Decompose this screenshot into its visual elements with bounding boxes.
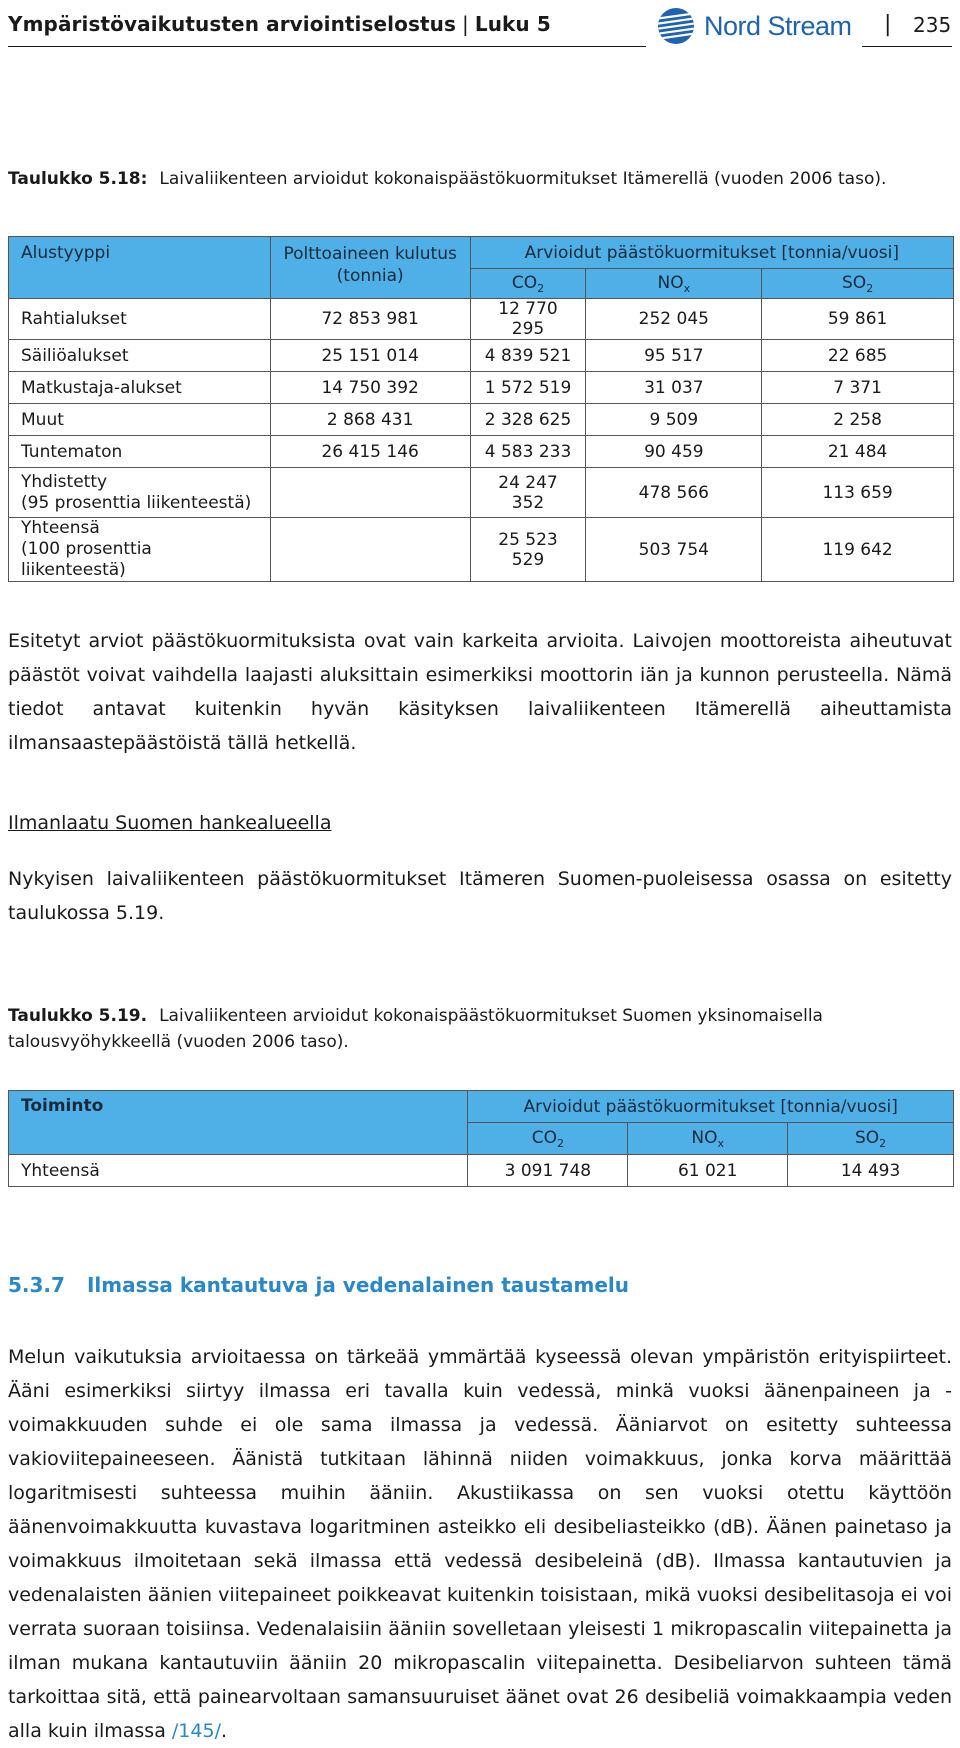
table-header-row xyxy=(9,1091,954,1123)
caption-label: Taulukko 5.19. xyxy=(8,1006,148,1026)
cell-fuel: 72 853 981 xyxy=(270,299,470,340)
col-header-co2: $CO_2$ xyxy=(470,269,586,299)
chapter-label: Luku 5 xyxy=(474,12,551,36)
col-header-type: Alustyyppi xyxy=(9,237,271,299)
table-row xyxy=(9,518,954,582)
cell-nox: 252 045 xyxy=(586,299,762,340)
cell-fuel: 2 868 431 xyxy=(270,404,470,436)
table-row xyxy=(9,436,954,468)
cell-co2: 25 523 529 xyxy=(470,518,586,582)
cell-so2: 59 861 xyxy=(762,299,954,340)
cell-fuel: 26 415 146 xyxy=(270,436,470,468)
cell-so2: 119 642 xyxy=(762,518,954,582)
cell-co2: 3 091 748 xyxy=(468,1155,628,1187)
cell-type: Matkustaja-alukset xyxy=(9,372,271,404)
page-number: 235 xyxy=(913,13,952,37)
cell-fuel: 25 151 014 xyxy=(270,340,470,372)
cell-type: Säiliöalukset xyxy=(9,340,271,372)
table-row xyxy=(9,299,954,340)
table-row xyxy=(9,340,954,372)
cell-so2: 22 685 xyxy=(762,340,954,372)
cell-nox: 95 517 xyxy=(586,340,762,372)
cell-type: Yhteensä (100 prosenttia liikenteestä) xyxy=(9,518,271,582)
col-header-nox: $NO_x$ xyxy=(628,1123,788,1155)
emissions-table-5-18 xyxy=(8,236,954,582)
cell-co2: 4 583 233 xyxy=(470,436,586,468)
table-row xyxy=(9,404,954,436)
cell-nox: 31 037 xyxy=(586,372,762,404)
page-number-separator: | xyxy=(884,12,892,37)
table-row xyxy=(9,372,954,404)
col-header-activity: Toiminto xyxy=(9,1091,468,1155)
cell-so2: 21 484 xyxy=(762,436,954,468)
cell-co2: 1 572 519 xyxy=(470,372,586,404)
cell-so2: 7 371 xyxy=(762,372,954,404)
paragraph-estimates: Esitetyt arviot päästökuormituksista ovat vain karkeita arvioita. Laivojen moottoreista aiheutuvat päästöt voivat vaihdella laajasti aluksittain esimerkiksi moottorin iän ja kunnon perusteella. Nämä tiedot antavat kuitenkin hyvän käsityksen laivaliikenteen Itämerellä aiheuttamista ilmansaastepäästöistä tällä hetkellä. xyxy=(8,630,952,754)
report-title: Ympäristövaikutusten arviointiselostus xyxy=(8,12,456,36)
col-header-nox: $NO_x$ xyxy=(586,269,762,299)
cell-co2: 24 247 352 xyxy=(470,468,586,518)
cell-nox: 503 754 xyxy=(586,518,762,582)
cell-co2: 2 328 625 xyxy=(470,404,586,436)
col-header-so2: $SO_2$ xyxy=(788,1123,954,1155)
paragraph-noise xyxy=(8,1340,952,1748)
col-header-so2: $SO_2$ xyxy=(762,269,954,299)
paragraph-noise-text: Melun vaikutuksia arvioitaessa on tärkeää ymmärtää kyseessä olevan ympäristön erityispiirteet. Ääni esimerkiksi siirtyy ilmassa eri tavalla kuin vedessä, minkä vuoksi äänenpaineen ja -voimakkuuden suhde ei ole sama ilmassa ja vedessä. Ääniarvot on esitetty suhteessa vakioviitepaineeseen. Äänistä tutkitaan lähinnä niiden voimakkuus, jonka korva määrittää logaritmisesti suhteessa muihin ääniin. Akustiikassa on sen vuoksi otettu käyttöön äänenvoimakkuutta kuvastava logaritminen asteikko eli desibeliasteikko (dB). Äänen painetaso ja voimakkuus ilmoitetaan sekä ilmassa että vedessä desibeleinä (dB). Ilmassa kantautuvien ja vedenalaisten äänien viitepaineet poikkeavat kuitenkin toisistaan, mikä vuoksi desibelitasoja ei voi verrata suoraan toisiinsa. Vedenalaisiin ääniin sovelletaan yleisesti 1 mikropascalin viitepainetta ja ilman mukana kantautuviin ääniin 20 mikropascalin viitepainetta. Desibeliarvon suhteen tämä tarkoittaa sitä, että painearvoltaan samansuuruiset äänet ovat 26 desibeliä voimakkaampia veden alla kuin ilmassa xyxy=(8,1346,952,1742)
cell-type: Yhdistetty (95 prosenttia liikenteestä) xyxy=(9,468,271,518)
cell-fuel: 14 750 392 xyxy=(270,372,470,404)
document-header-title xyxy=(8,12,551,36)
section-heading xyxy=(8,1273,629,1297)
caption-text: Laivaliikenteen arvioidut kokonaispäästökuormitukset Itämerellä (vuoden 2006 taso). xyxy=(159,169,887,189)
table-row xyxy=(9,468,954,518)
cell-label: Yhteensä xyxy=(9,1155,468,1187)
cell-nox: 61 021 xyxy=(628,1155,788,1187)
cell-nox: 90 459 xyxy=(586,436,762,468)
table-header-row xyxy=(9,237,954,269)
caption-text: Laivaliikenteen arvioidut kokonaispäästökuormitukset Suomen yksinomaisella talousvyöhykkeellä (vuoden 2006 taso). xyxy=(8,1006,823,1052)
cell-fuel xyxy=(270,518,470,582)
reference-link[interactable]: /145/ xyxy=(171,1720,221,1742)
globe-logo-icon xyxy=(656,6,696,46)
paragraph-finland-emissions: Nykyisen laivaliikenteen päästökuormitukset Itämeren Suomen-puoleisessa osassa on esitetty taulukossa 5.19. xyxy=(8,868,952,924)
table-caption-5-18 xyxy=(8,166,952,192)
cell-co2: 12 770 295 xyxy=(470,299,586,340)
emissions-table-5-19 xyxy=(8,1090,954,1187)
header-rule-right xyxy=(862,46,952,47)
cell-type: Rahtialukset xyxy=(9,299,271,340)
caption-label: Taulukko 5.18: xyxy=(8,169,148,189)
section-title: Ilmassa kantautuva ja vedenalainen taustamelu xyxy=(86,1273,629,1297)
header-rule xyxy=(8,46,646,47)
cell-type: Muut xyxy=(9,404,271,436)
header-separator: | xyxy=(462,12,469,36)
col-header-emissions: Arvioidut päästökuormitukset [tonnia/vuosi] xyxy=(468,1091,954,1123)
cell-so2: 2 258 xyxy=(762,404,954,436)
cell-so2: 113 659 xyxy=(762,468,954,518)
section-number: 5.3.7 xyxy=(8,1273,65,1297)
paragraph-noise-end: . xyxy=(220,1720,228,1742)
col-header-fuel: Polttoaineen kulutus (tonnia) xyxy=(270,237,470,299)
cell-co2: 4 839 521 xyxy=(470,340,586,372)
col-header-emissions: Arvioidut päästökuormitukset [tonnia/vuosi] xyxy=(470,237,953,269)
logo-wordmark: Nord Stream xyxy=(704,10,852,41)
table-row xyxy=(9,1155,954,1187)
col-header-co2: $CO_2$ xyxy=(468,1123,628,1155)
cell-fuel xyxy=(270,468,470,518)
nord-stream-logo xyxy=(656,6,856,46)
cell-so2: 14 493 xyxy=(788,1155,954,1187)
table-caption-5-19 xyxy=(8,1003,952,1055)
cell-nox: 478 566 xyxy=(586,468,762,518)
cell-nox: 9 509 xyxy=(586,404,762,436)
subheading-air-quality: Ilmanlaatu Suomen hankealueella xyxy=(8,812,332,834)
cell-type: Tuntematon xyxy=(9,436,271,468)
